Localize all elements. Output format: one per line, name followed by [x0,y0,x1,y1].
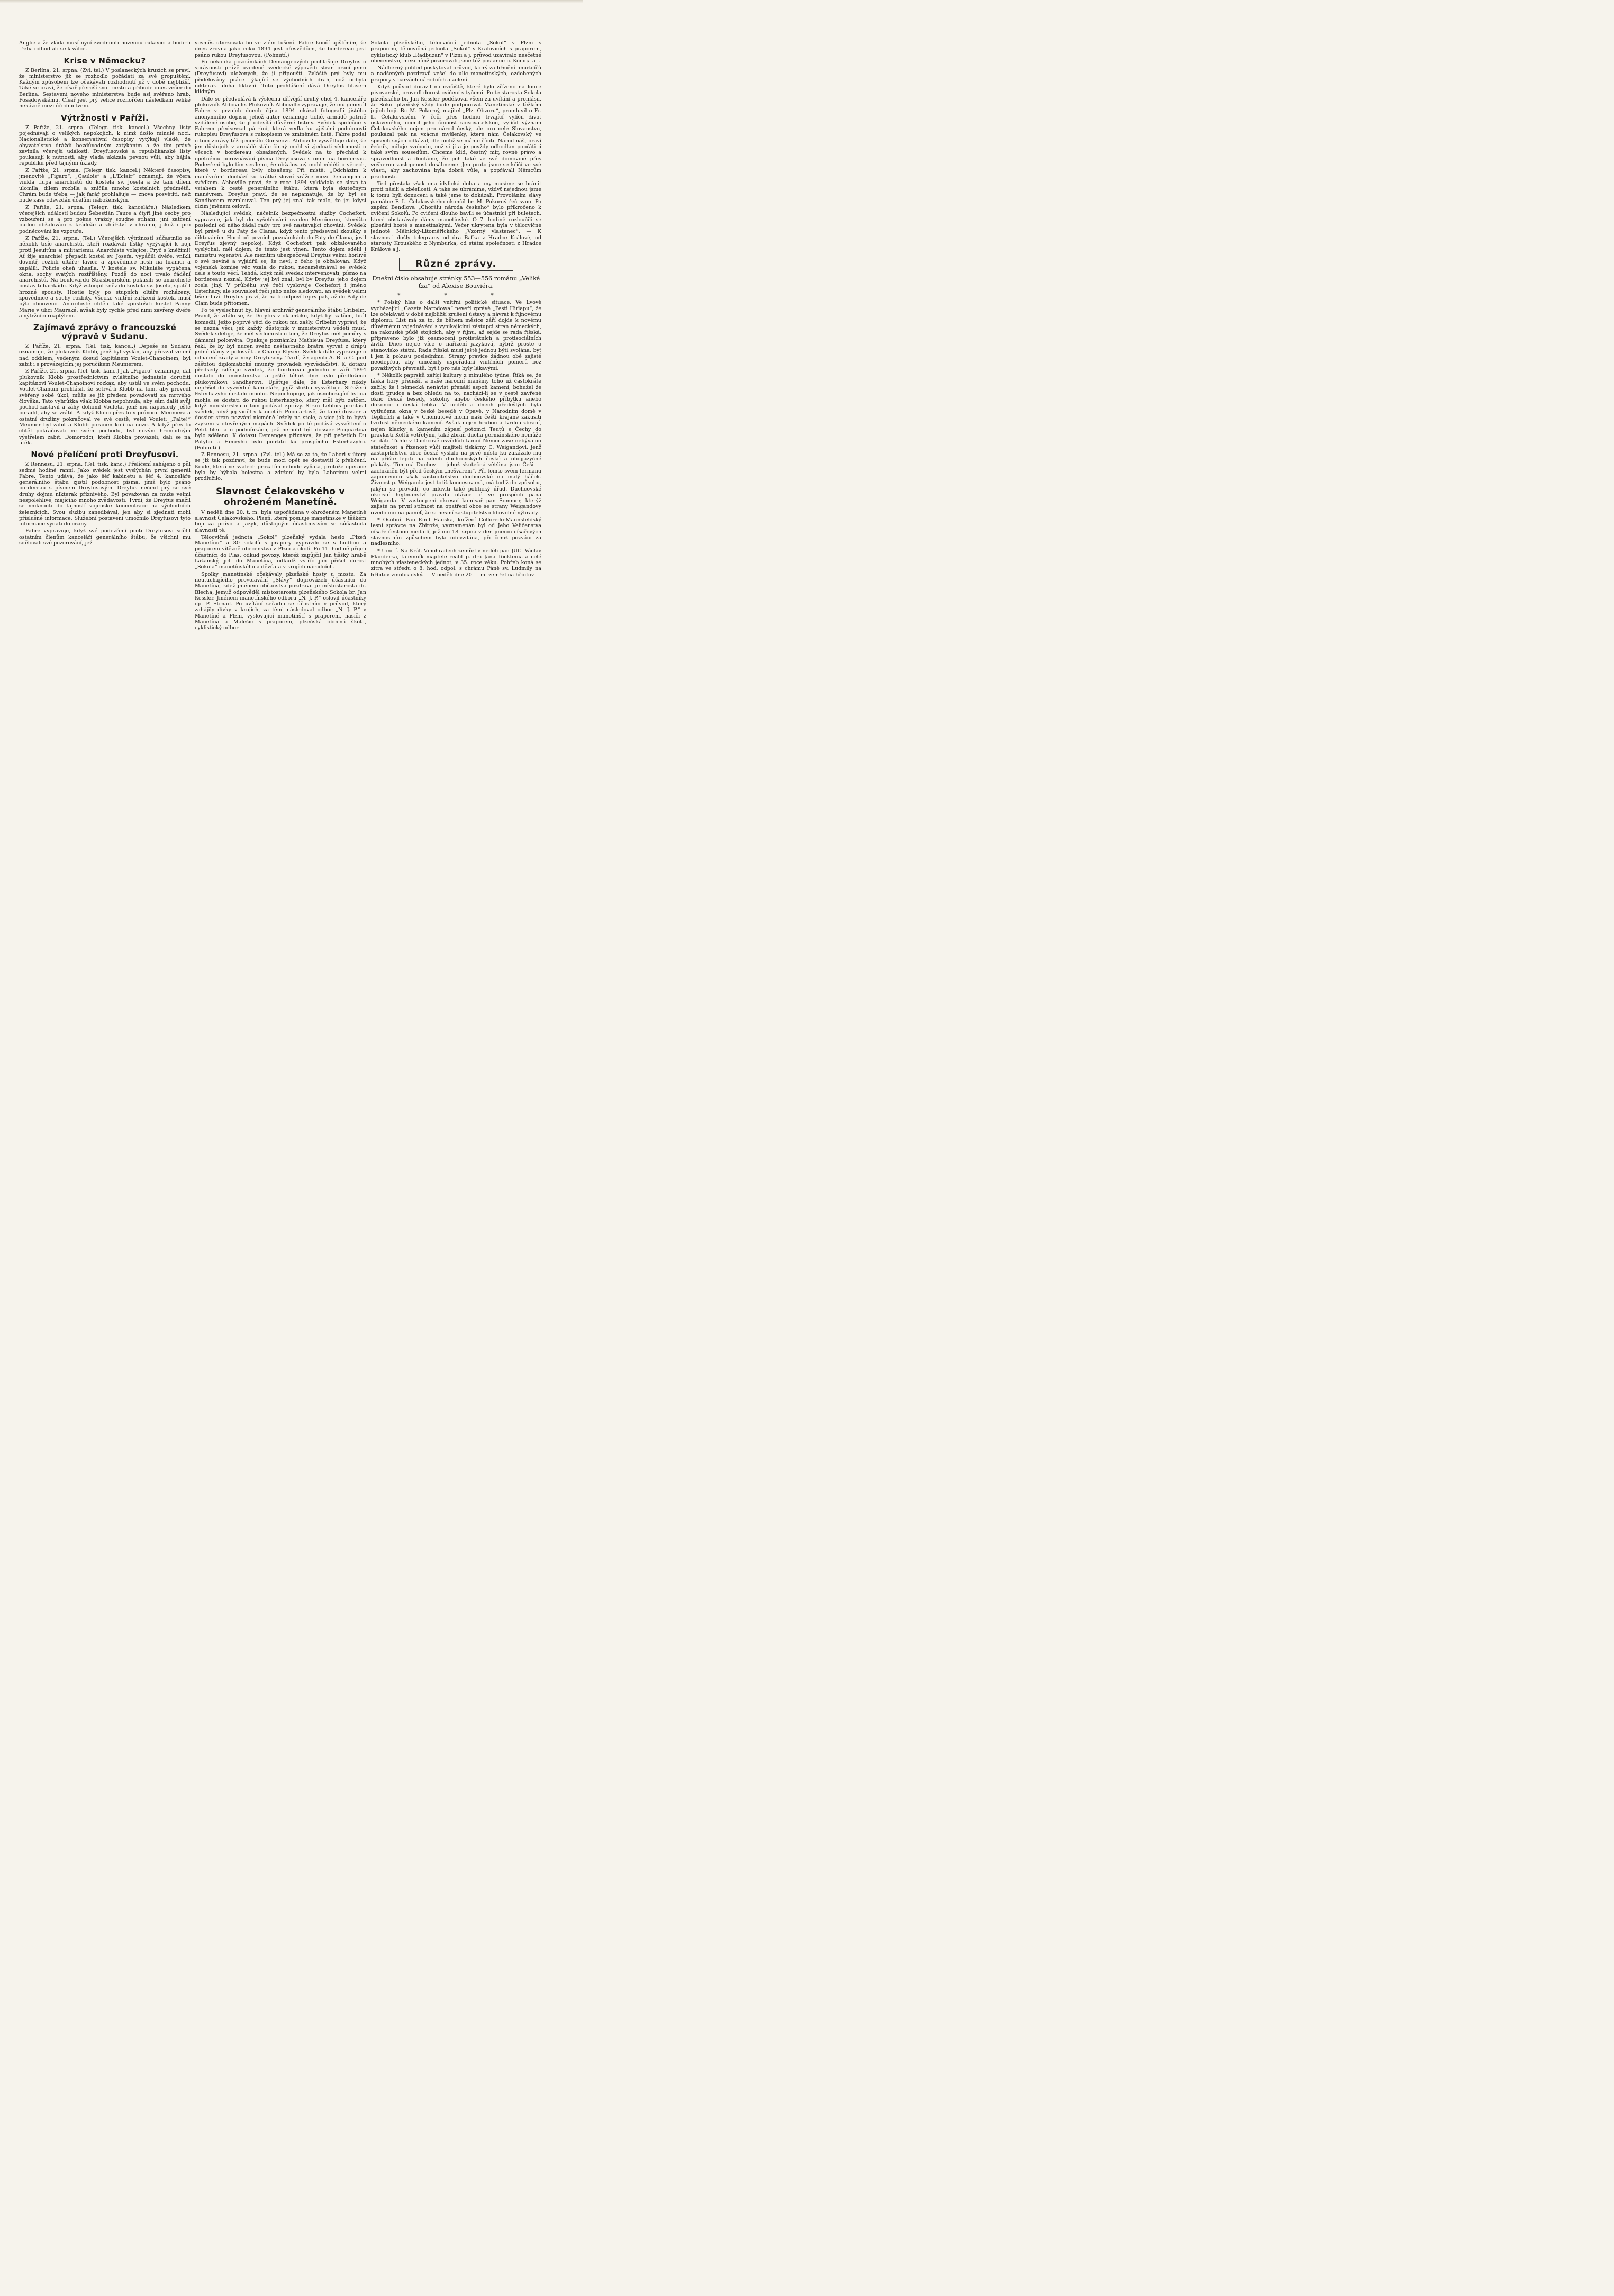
paragraph: Z Paříže, 21. srpna. (Tel. tisk. kanc.) Jak „Figaro“ oznamuje, dal plukovník Klobb prostřednictvím zvláštního jednatele doručiti kapitánovi Voulet-Chanoinovi rozkaz, aby ustál ve svém pochodu. Voulet-Chanoin prohlásil, že setrvá-li Klobb na tom, aby provedl svěřený sobě úkol, může se již předem považovati za mrtvého člověka. Tato vyhrůžka však Klobba nepohnula, aby sám další svůj pochod zastavil a záhy dohonil Vouleta, jenž mu naposledy ještě poradil, aby se vrátil. A když Klobb přes to v průvodu Meuniera a ostatní družiny pokračoval ve své cestě, velel Voulet: „Palte!“ Meunier byl zabit a Klobb poraněn kulí na noze. A když přes to chtěl pokračovati ve svém pochodu, byl novým hromadným výstřelem zabit. Domorodci, kteří Klobba provázeli, dali se na útěk. [19,368,191,446]
paragraph: Z Berlína, 21. srpna. (Zvl. tel.) V poslaneckých kruzích se praví, že ministerstvo již se rozhodlo požádati za své propuštění. Každým způsobem lze očekávati rozhodnutí již v době nejbližší. Také se praví, že císař přeruší svoji cestu a přibude dnes večer do Berlína. Sestavení nového ministerstva bude asi svěřeno hrab. Posadowskému. Císař jest prý velice rozhořčen následkem veliké nekázně mezi úřednictvem. [19,67,191,110]
paragraph: Nádherný pohled poskytoval průvod, který za hřmění hmoždířů a nadšených pozdravů vešel do ulic manetínských, ozdobených prapory v barvách národních a zelení. [371,65,541,83]
serial-notice: Dnešní číslo obsahuje stránky 553—556 románu „Veliká ťza“ od Alexise Bouviéra. [372,275,540,290]
headline-slavnost: Slavnost Čelakovského v ohroženém Manetíně. [216,486,345,507]
paragraph: Tělocvičná jednota „Sokol“ plzeňský vydala heslo „Plzeň Manetínu“ a 80 sokolů s prapory vypravilo se s hudbou a praporem vítězně obecenstva v Plzni a okolí. Po 11. hodině přijeli účastníci do Plas, odkud povozy, kteréž zapůjčil Jan tiššký hrabě Lažanský, jeli do Manetína, odkudž vstříc jim přišel dorost „Sokola“ manetínského a děvčata v krojích národních. [195,534,366,570]
paragraph: * Úmrtí. Na Král. Vinohradech zemřel v neděli pan JUC. Václav Flanderka, tajemník majitele realit p. dra Jana Tockteina a celé mnohých vlasteneckých jednot, v 35. roce věku. Pohřeb koná se zítra ve středu o 8. hod. odpol. s chrámu Páně sv. Ludmily na hřbitov vinohradský. — V neděli dne 20. t. m. zemřel na hřbitov [371,548,541,578]
paragraph: * Osobní. Pan Emil Hauska, knížecí Colloredo-Mannsfeldský lesní správce na Zbirože, vyznamenán byl od Jeho Veličenstva císaře čestnou medailí, jež mu 18. srpna v den jmenin císařových slavnostním způsobem byla odevzdána, při čemž pozváni za nadlesního. [371,517,541,547]
paragraph: Ted přestala však ona idylická doba a my musíme se bránit proti násilí a zběsilosti. A také se ubráníme, vždyť nejednou jsme k tomu byli donuceni a také jsme to dokázali. Provoláním slávy památce F. L. Čelakovského ukončil br. M. Pokorný řeč svou. Po zapění Bendlova „Chorálu národa českého“ bylo přikročeno k cvičení Sokolů. Po cvičení dlouho bavili se účastníci při buletech, které obstarávaly dámy manetínské. O 7. hodině rozloučili se plzeňští hosté s manetínskými. Večer ukrytena byla v tělocvičné jednotě Mělnický-Litoměřického „Vzorný vlastenec“. — K slavnosti došly telegramy od dra Baťka z Hradce Králové, od starosty Krouského z Nymburka, od státní společnosti z Hradce Králové a j. [371,180,541,253]
paragraph: Z Paříže, 21. srpna. (Tel. tisk. kancel.) Depeše ze Sudanu oznamuje, že plukovník Klobb, jenž byl vyslán, aby převzal velení nad oddílem, vedeným dosud kapitánem Voulet-Chanoinem, byl zabit i s provázejícím jej poručíkem Meunierem. [19,343,191,368]
headline-dreyfus: Nové přelíčení proti Dreyfusovi. [31,450,179,460]
paragraph: Z Paříže, 21. srpna. (Telegr. tisk. kancel.) Některé časopisy, jmenovitě „Figaro“, „Gaulois“ a „L'Eclair“ oznamují, že včera vnikla tlupa anarchistů do kostela sv. Josefa a že tam dílem ulomila, dílem rozbila a zničila mnoho kostelních předmětů. Chrám bude třeba — jak farář prohlašuje — znova posvětiti, než bude zase odevzdán účelům náboženským. [19,167,191,204]
paragraph: Spolky manetínské očekávaly plzeňské hosty u mostu. Za neutuchajícího provolávání „Slávy“ doprovázeli účastníci do Manetína, kdež jménem občanstva pozdravil je místostarosta dr. Blecha, jemuž odpověděl místostarosta plzeňského Sokola br. Jan Kessler. Jménem manetínského odboru „N. J. P.“ oslovil účastníky dp. P. Strnad. Po uvítání seřadili se účastníci v průvod, který zahájily dívky v krojích, za těmi následoval odbor „N. J. P.“ v Manetíně a Plzni, vyslovující manetínští s praporem, hasiči z Manetína a Malešic s praporem, plzeňská obecná škola, cyklistický odbor [195,571,366,631]
headline-vytrznosti: Výtržnosti v Paříži. [61,113,149,123]
paragraph: Z Paříže, 21. srpna. (Telegr. tisk. kancel.) Všechny listy pojednávají o velikých nepokojích, k nimž došlo minulé noci. Nacionalistické a konservativní časopisy vytýkají vládě, že obyvatelstvo dráždí bezdůvodným zatýkáním a že tím právě zavinila včerejší události. Dreyfusovské a republikánské listy poukazují k nutnosti, aby vláda ukázala pevnou vůli, aby hájila republiku před tajnými úklady. [19,124,191,167]
paragraph: * Několik paprsků záříci kultury z minulého týdne. Říká se, že láska hory přenáší, a naše národní menšiny toho už častokráte zažily, že i německá nenávist přenáší aspoň kamení, bohužel že dosti prudce a bez ohledu na to, nachází-li se v cestě zavřené okno české besedy, sokolny anebo českého příbytku anebo dokonce i česká lebka. V neděli a dnech předešlých byla vytlučena okna v české besedě v Opavě, v Národním domě v Teplicích a také v Chomutově mohli naši čeští krajané zakusiti tvrdost německého kamení. Avšak nejen hrubou a tvrdou zbraní, nejen klacky a kamením zápasí potomci Teutů s Čechy do pravlasti Keltů vetřelými, také zbraň ducha germánského nemůže se dáti. Tuhle v Duchcově osvědčili tamní Němci zase nebývalou statečnost a řízenost vůči majiteli tiskárny C. Weigandovi, jenž zastupitelstvu obce české vyslalo na prvé místo ku zakázalo mu na příště lepiti na zdech duchcovských české a obojjazyčné plakáty. Tím má Duchov — jehož skutečná většina jsou Češi — zachráněn být před českým „nešvarem“. Při tomto svém fermanu zapomenulo však zastupitelstvo duchcovské na malý háček. Živnost p. Weiganda jest totiž koncesovaná, má tudíž do způsobu, jakým se provádí, co mluviti také politický úřad. Duchcovské okresní hejtmanství pravdu otázce té ve prospěch pana Weiganda. V zastoupení okresní komisař pan Sommer, kterýž zajisté na první stížnost na opatření obce se strany Weigandovy uvedo mu na paměť, že si nesmí zastupitelstvo libovolné výhrady. [371,372,541,516]
headline-krise: Krise v Německu? [64,56,146,66]
headline-sudan: Zajímavé zprávy o francouzské výpravě v Sudanu. [33,323,177,342]
paragraph: * Polský hlas o další vnitřní politické situace. Ve Lvově vycházející „Gazeta Narodowa“ neveří zprávě „Pesti Hirlapu“, že lze očekávati v době nejbližší zrušení ústavy a návrat k říjnovému diplomu. List má za to, že během měsíce září dojde k novému důvěrnému vyjednávání s vynikajícími zástupci stran německých, na rakouské půdě stojících, aby v říjnu, až sejde se rada říšská, připraveno bylo již osamocení protistátních a protisociálních živlů. Dnes nejde více o nařízení jazyková, nýbrž prostě o stanovisko státní. Rada říšská musí ještě jednou býti svolána, byť i jen k pokusu poslednímu. Strany pravice žádnou obě zajisté neodepřou, aby umožnily uspořádání vnitřních poměrů boz považlivých převratů, byť i pro nás byly lákavými. [371,300,541,371]
paragraph: Dále se předvolává k výslechu dřívější druhý chef 4. kanceláře plukovník Abboville. Plukovník Abboville vypravuje, že mu generál Fabre v prvních dnech října 1894 ukázal fotografii jistého anonymního dopisu, jehož autor oznamuje tiché, armádě patrně vzdálené osobě, že jí odesílá důvěrné listiny. Svědek společně s Fabrem předsevzal pátrání, která vedla ku zjištění podobnosti rukopisu Dreyfusova s rukopisem ve zmíněném listě. Fabre podal o tom zprávy též generálu Gonseovi. Abboville vysvětluje dále, že jen důstojník v armádě stále činný mohl si zjednati vědomosti o věcech v bordereau obsažených. Svědek na to přecházi k opětnému porovnávání písma Dreyfusova s onim na bordereau. Podezření bylo tím sesíleno, že obžalovaný mohl věděti o věcech, které v bordereau byly obsaženy. Při místě: „Odcházím k manévrům“ dochází ku krátké slovní srážce mezi Demangem a svědkem. Abboville praví, že v roce 1894 vykládala se slova ta vztahem k cestě generálního štábu, která byla skutečným manévrem. Dreyfus praví, že se nepamatuje, že by byl se Sandherem rozmlouval. Ten prý jej znal tak málo, že jej kdysi cizím jménem oslovil. [195,96,366,210]
paragraph: Když průvod dorazil na cvičiště, které bylo zřízeno na louce pivovarské, provedl dorost cvičení s tyčemi. Po té starosta Sokola plzeňského br. Jan Kessler poděkoval všem za uvítání a prohlásil, že Sokol plzeňský vždy bude podporovat Manetínské v těžkém jejich boji. Br. M. Pokorný, majitel „Plz. Obzoru“, promluvil o Fr. L. Čelakovském. V řeči přes hodinu trvající vylíčil život oslaveného, ocenil jeho činnost spisovatelskou, vylíčil význam Čelakovského nejen pro národ český, ale pro celé Slovanstvo, poukázal pak na vzácné myšlenky, které nám Čelakovský ve spisech svých odkázal, dle nichž se máme říditi. Národ náš, praví řečník, miluje svobodu, což si jí a je povždy odhodlán popřáti ji také svým sousedům. Chceme klid, čestný mír, rovné právo a spravedlnost a doufáme, že jich také ve své domovině přes veškerou zaslepenost dosáhneme. Jen proto jsme se křičí ve své vlasti, aby zachována byla dobrá vůle, a popřávali Němcům pradnosti. [371,84,541,180]
paragraph: Fabre vypravuje, když své podezření proti Dreyfusovi sdělil ostatním členům kanceláří generálního štábu, že všichni mu sdělovali své pozorování, jež [19,528,191,547]
paragraph: Po té vyslechnut byl hlavní archivář generálního štábu Gribelin. Pravil, že zdálo se, že Dreyfus v okamžiku, když byl zatčen, hrál komedii, ježto poprvé věci do rukou mu zašly. Gribelin vypráví, že se nezná věci, jež každý důstojník v ministerstvu vědětí musí. Svědek sděluje, že měl vědomosti o tom, že Dreyfus měl poměry s dámami polosvěta. Opakuje poznámku Mathieua Dreyfusa, který řekl, že by byl nucen svého nešťastného bratra vyrvat z drápů jedné dámy z polosvěta v Champ Elysée. Svědek dále vypravuje o odhalení zrady a viny Dreyfusovy. Tvrdí, že agenti A. B. a C. pod záštitou diplomatické imunity prováděli vyzvědačství. K dotazu předsedy sděluje svědek, že bordereau jednoho v září 1894 dostalo do ministerstva a ještě téhož dne bylo předloženo plukovníkovi Sandherovi. Ujišťuje dále, že Esterhazy nikdy nepřišel do vyzvědné kanceláře, jejíž službu vysvětluje. Střežení Esterhazyho nestalo mnoho. Nepochopuje, jak osvobozující listina mohla se dostati do rukou Esterhazyho, který měl býti zatčen, když ministerstvu o tom podával zprávy. Stran Leblois prohlásil svědek, když jej viděl v kanceláři Picquartově, že tajné dossier a dossier stran pozvání nicméně ležely na stole, a vice jak to bývá zvykem v otevřených mapách. Svědek po té podává vysvětlení o Petit bleu a o podmínkách, jež nemohl být dossier Picquartovi bylo sděleno. K dotazu Demangea přiznává, že při pečetích Du Patyho a Henryho bylo použito ku prospěchu Esterhazyho. (Pohnutí.) [195,307,366,451]
paragraph: V neděli dne 20. t. m. byla uspořádána v ohroženém Manetíně slavnost Čelakovského. Plzeň, která posiluje manetínské v těžkém boji za právo a jazyk, důstojným účastenstvím se súčastnila slavnosti té. [195,509,366,533]
separator-stars: * * * [397,293,515,299]
paragraph: Sokola plzeňského, tělocvičná jednota „Sokol“ v Plzni s praporem, tělocvičná jednota „Sokol“ v Kralovicích s praporem, cyklistický klub „Radbuzan“ v Plzni a j. průvod uzavíralo nesčetné obecenstvo, mezi nímž pozorovali jsme též poslance p. Königa a j. [371,40,541,64]
paragraph: Z Rennesu, 21. srpna. (Zvl. tel.) Má se za to, že Labori v úterý se již tak pozdraví, že bude moci opět se dostaviti k přelíčení. Koule, která ve svalech prozatím nebude vyňata, protože operace byla by hýbala bolestna a zdržení by byla Laborimu velmi prodlužilo. [195,452,366,482]
page-top-edge [0,0,583,3]
paragraph: Z Paříže, 21. srpna. (Tel.) Včerejších výtržností súčastnilo se několik tisíc anarchistů, kteří rozdávali lístky vyzývající k boji proti Jesuitům a militarismu. Anarchisté volajíce: Pryč s kněžími! Ať žije anarchie! přepadli kostel sv. Josefa, vypáčili dvéře, vnikli dovnitř, rozbili oltáře; lavice a zpovědnice nesli na hranici a zapálili. Policie oheň uhasila. V kostele sv. Mikuláše vypáčena okna, sochy svatých roztříštěny. Pozdě do noci trvalo řádění anarchistů. Na boulevardu Strasbourském pokusili se anarchisté postaviti barikádu. Když vstoupil kněz do kostela sv. Josefa, spatřil hrozné spousty. Hostie byly po stupních oltáře rozházeny, zpovědnice a sochy rozbity. Všecko vnitřní zařízení kostela musí býti obnoveno. Anarchisté chtěli také zpustošiti kostel Panny Marie v ulici Maurské, avšak byly rychle před nimi zavřeny dvéře a výtržníci rozptýleni. [19,235,191,319]
paragraph: Po několika poznámkách Demangeových prohlašuje Dreyfus o správnosti právě uvedené svědecké výpovědi stran prací jemu (Dreyfusovi) uložených, že ji připouští. Zvláště prý byly mu přidělovány práce týkající se východních drah, což nebyla nikterak úloha fiktivní. Toto prohlášení dává Dreyfus hlasem klidným. [195,59,366,95]
section-heading-ruzne-zpravy: Různé zprávy. [399,258,513,271]
newspaper-page [0,0,583,830]
paragraph: Z Paříže, 21. srpna. (Telegr. tisk. kanceláře.) Následkem včerejších událostí budou Šebestián Faure a čtyři jiné osoby pro vzbouření se a pro pokus vraždy soudně stíháni; jiní zatčení budou obžalováni z krádeže a zhářství v chrámu, jakož i pro podněcování ke vzpouře. [19,204,191,234]
column-1 [19,40,191,825]
column-3 [371,40,541,825]
paragraph: vesměs utvrzovala ho ve zlém tušení. Fabre končí ujištěním, že dnes zrovna jako roku 1894 jest přesvědčen, že bordereau jest psáno rukou Dreyfusovou. (Pohnutí.) [195,40,366,58]
column-2 [195,40,366,825]
paragraph: Anglie a že vláda musí nyní zvednouti hozenou rukavici a bude-li třeba odhodlati se k válce. [19,40,191,52]
paragraph: Následující svědek, náčelník bezpečnostní služby Cochefort, vypravuje, jak byl do vyšetřování uveden Mercierem, kterýžto poslední od něho žádal rady pro své nastávající chování. Svědek byl právě u du Paty de Clama, když tento předsevzal zkoušky s diktováním. Hned při prvních poznámkách du Paty de Clama, jevil Dreyfus zjevný nepokoj. Když Cochefort pak obžalovaného vyslýchal, měl dojem, že tento jest vinen. Tento dojem sdělil i ministru vojenství. Ale mezitím ubezpečoval Dreyfus velmi horlivě o své nevině a vyjádřil se, že neví, z čeho je obžalován. Když vojenská komise věc vzala do rukou, nezaměstnával se svědek déle s touto věcí. Tehdá, když měl svědek intervenovati, písmo na bordereau neznal. Kdyby jej byl znal, byl by Dreyfus jeho dojem zcela jiný. V průběhu své řeči vyslovuje Cochefort i jméno Esterhazy, ale souvislost řeči jeho nelze sledovati, an svědek velmi tiše mluví. Dreyfus praví, že na to odpoví teprv pak, až du Paty de Clam bude přítomen. [195,211,366,306]
paragraph: Z Rennesu, 21. srpna. (Tel. tisk. kanc.) Přelíčení zahájeno o půl sedmé hodině ranní. Jako svědek jest vyslýchán první generál Fabre. Tento udává, že jako šéf kabinetu a šéf 4. kanceláře generálního štábu zjistil podobnost písma, jímž bylo psáno bordereau s písmem Dreyfusovým. Dreyfus nečinil prý se své druhy dojmu nikterak příznivého. Byl považován za muže velmi nespolehlivé, majícího mnoho zvědavosti. Tvrdí, že Dreyfus snažil se vniknouti do tajností vojenské koncentrace na východních železnicích. Svou službu zanedbával, jen aby si zjednati mohl příslušné informace. Služební postavení umožnilo Dreyfusovi tyto informace vydati do ciziny. [19,461,191,528]
